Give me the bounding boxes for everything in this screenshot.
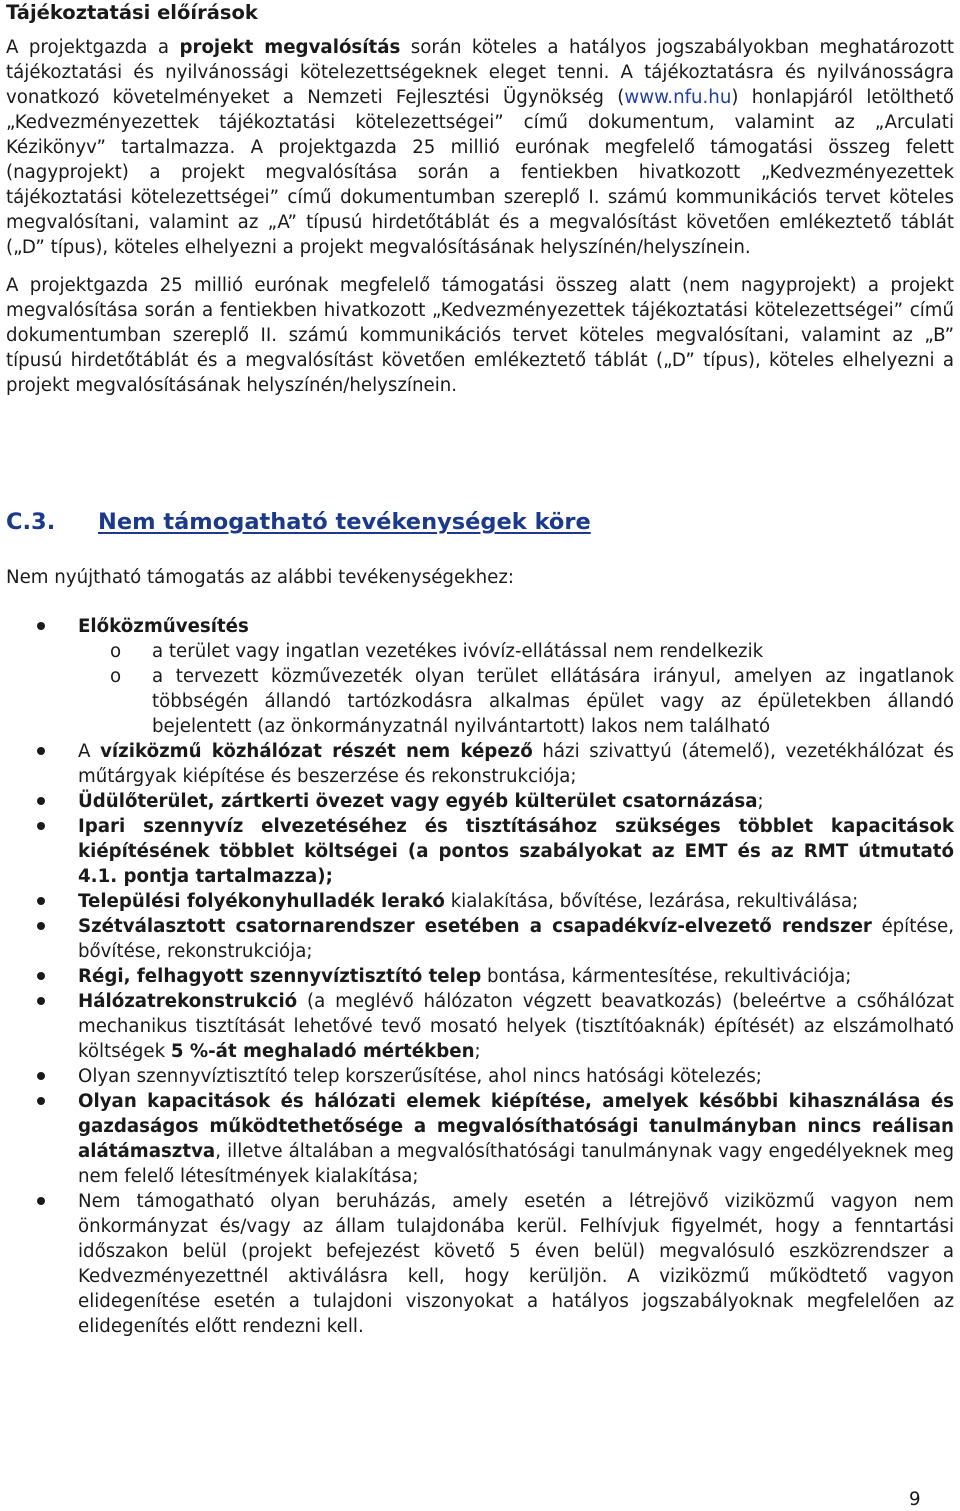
activity-list xyxy=(6,614,954,1339)
item-text: A xyxy=(78,741,101,762)
section-number: C.3. xyxy=(6,509,56,535)
bullet-icon xyxy=(37,897,45,905)
section-heading xyxy=(6,509,954,539)
item-bold: Olyan kapacitások és hálózati elemek kiépítése, amelyek későbbi kihasználása és gazdaságos működtethetősége a megvalósíthatósági tanulmányban nincs reálisan alátámasztva xyxy=(78,1091,954,1162)
paragraph-1-text-b: során köteles a hatályos jogszabályokban meghatározott tájékoztatási és nyilvánossági kötelezettségeknek eleget tenni. A tájékoztatásra és nyilvánosságra vonatkozó követelményeket a Nemzeti Fejlesztési Ügynökség ( xyxy=(6,37,954,108)
item-bold: Szétválasztott csatornarendszer esetében a csapadékvíz-elvezető rendszer xyxy=(78,916,872,937)
bullet-icon xyxy=(37,747,45,755)
sub-item-text: a terület vagy ingatlan vezetékes ivóvíz-ellátással nem rendelkezik xyxy=(152,641,764,662)
list-item xyxy=(6,789,954,814)
list-item xyxy=(6,914,954,964)
bullet-icon xyxy=(37,922,45,930)
page-number: 9 xyxy=(909,1489,921,1510)
paragraph-1 xyxy=(6,35,954,260)
list-item xyxy=(6,814,954,889)
bullet-icon xyxy=(37,822,45,830)
bullet-icon xyxy=(37,1072,45,1080)
sub-list-item xyxy=(6,664,954,739)
bullet-icon xyxy=(37,997,45,1005)
paragraph-1-text-c: ) honlapjáról letölthető „Kedvezményezettek tájékoztatási kötelezettségei” című dokumentum, valamint az „Arculati Kézikönyv” tartalmazza. A projektgazda 25 millió eurónak megfelelő támogatási összeg felett (nagyprojekt) a projekt megvalósítása során a fentiekben hivatkozott „Kedvezményezettek tájékoztatási kötelezettségei” című dokumentumban szereplő I. számú kommunikációs tervet köteles megvalósítani, valamint az „A” típusú hirdetőtáblát és a megvalósítást követően emlékeztető táblát („D” típus), köteles elhelyezni a projekt megvalósításának helyszínén/helyszínein. xyxy=(6,87,954,258)
item-text: házi szivattyú (átemelő), vezetékhálózat és műtárgyak kiépítése és beszerzése és rekonstrukciója; xyxy=(78,741,955,787)
bullet-icon xyxy=(37,1197,45,1205)
list-item xyxy=(6,964,954,989)
item-bold: víziközmű közhálózat részét nem képező xyxy=(100,741,533,762)
section-title: Nem támogatható tevékenységek köre xyxy=(98,509,591,535)
paragraph-1-text-a: A projektgazda a xyxy=(6,37,180,58)
item-text: (a meglévő hálózaton végzett beavatkozás) (beleértve a csőhálózat mechanikus tisztítását lehetővé tevő mosató helyek (tisztítóaknák) építését) az elszámolható költségek xyxy=(78,991,954,1062)
item-bold: Hálózatrekonstrukció xyxy=(78,991,298,1012)
item-text: Nem támogatható olyan beruházás, amely esetén a létrejövő viziközmű vagyon nem önkormányzat és/vagy az állam tulajdonába kerül. Felhívjuk figyelmét, hogy a fenntartási időszakon belül (projekt befejezést követő 5 éven belül) megvalósuló eszközrendszer a Kedvezményezettnél aktiválásra kell, hogy kerüljön. A viziközmű működtető vagyon elidegenítése esetén a tulajdoni viszonyokat a hatályos jogszabályoknak megfelelően az elidegenítés előtt rendezni kell. xyxy=(78,1191,954,1337)
item-text: ; xyxy=(474,1041,481,1062)
circle-bullet-icon: o xyxy=(110,641,122,662)
item-text: Olyan szennyvíztisztító telep korszerűsítése, ahol nincs hatósági kötelezés; xyxy=(78,1066,762,1087)
item-bold: Üdülőterület, zártkerti övezet vagy egyéb külterület csatornázása xyxy=(78,791,758,812)
item-text: bontása, kármentesítése, rekultivációja; xyxy=(481,966,852,987)
bullet-icon xyxy=(37,622,45,630)
circle-bullet-icon: o xyxy=(110,666,122,687)
bullet-icon xyxy=(37,1097,45,1105)
sub-item-text: a tervezett közművezeték olyan terület ellátására irányul, amelyen az ingatlanok többségén állandó tartózkodásra alkalmas épület vagy az épületekben állandó bejelentett (az önkormányzatnál nyilvántartott) lakos nem található xyxy=(152,666,954,737)
bullet-icon xyxy=(37,972,45,980)
document-page xyxy=(6,0,955,1510)
item-text: ; xyxy=(757,791,764,812)
item-bold: 5 %-át meghaladó mértékben xyxy=(170,1041,475,1062)
list-item xyxy=(6,1089,954,1189)
sub-list-item xyxy=(6,639,954,664)
item-bold: Előközművesítés xyxy=(78,616,249,637)
list-intro: Nem nyújtható támogatás az alábbi tevékenységekhez: xyxy=(6,567,515,588)
item-bold: Települési folyékonyhulladék lerakó xyxy=(78,891,445,912)
paragraph-2: A projektgazda 25 millió eurónak megfelelő támogatási összeg alatt (nem nagyprojekt) a projekt megvalósítása során a fentiekben hivatkozott „Kedvezményezettek tájékoztatási kötelezettségei” című dokumentumban szereplő II. számú kommunikációs tervet köteles megvalósítani, valamint az „B” típusú hirdetőtáblát és a megvalósítást követően emlékeztető táblát („D” típus), köteles elhelyezni a projekt megvalósításának helyszínén/helyszínein. xyxy=(6,275,954,396)
list-item xyxy=(6,989,954,1064)
list-item xyxy=(6,1189,954,1339)
item-text: kialakítása, bővítése, lezárása, rekultiválása; xyxy=(444,891,859,912)
list-item xyxy=(6,739,954,789)
item-text: , illetve általában a megvalósíthatósági tanulmánynak vagy engedélyeknek meg nem felelő létesítmények kialakítása; xyxy=(78,1141,954,1187)
bullet-icon xyxy=(37,797,45,805)
nfu-link[interactable]: www.nfu.hu xyxy=(624,87,732,108)
item-text: építése, bővítése, rekonstrukciója; xyxy=(78,916,954,962)
list-item xyxy=(6,614,954,739)
list-item xyxy=(6,1064,954,1089)
item-bold: Régi, felhagyott szennyvíztisztító telep xyxy=(78,966,482,987)
page-title: Tájékoztatási előírások xyxy=(6,1,258,24)
item-bold: Ipari szennyvíz elvezetéséhez és tisztításához szükséges többlet kapacitások kiépítésének többlet költségei (a pontos szabályokat az EMT és az RMT útmutató 4.1. pontja tartalmazza); xyxy=(78,816,954,887)
list-item xyxy=(6,889,954,914)
paragraph-1-bold: projekt megvalósítás xyxy=(179,37,401,58)
